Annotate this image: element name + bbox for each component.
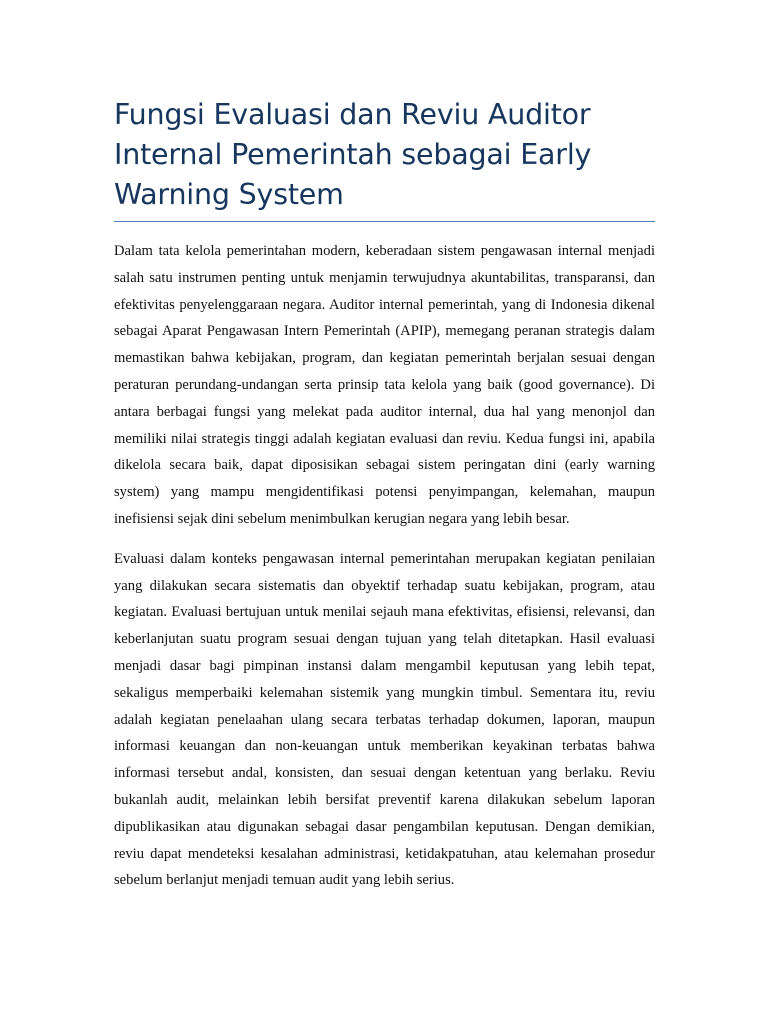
document-title: Fungsi Evaluasi dan Reviu Auditor Internal Pemerintah sebagai Early Warning System xyxy=(114,98,592,211)
paragraph-2: Evaluasi dalam konteks pengawasan internal pemerintahan merupakan kegiatan penilaian yang dilakukan secara sistematis dan obyektif terhadap suatu kebijakan, program, atau kegiatan. Evaluasi bertujuan untuk menilai sejauh mana efektivitas, efisiensi, relevansi, dan keberlanjutan suatu program sesuai dengan tujuan yang telah ditetapkan. Hasil evaluasi menjadi dasar bagi pimpinan instansi dalam mengambil keputusan yang lebih tepat, sekaligus memperbaiki kelemahan sistemik yang mungkin timbul. Sementara itu, reviu adalah kegiatan penelaahan ulang secara terbatas terhadap dokumen, laporan, maupun informasi keuangan dan non-keuangan untuk memberikan keyakinan terbatas bahwa informasi tersebut andal, konsisten, dan sesuai dengan ketentuan yang berlaku. Reviu bukanlah audit, melainkan lebih bersifat preventif karena dilakukan sebelum laporan dipublikasikan atau digunakan sebagai dasar pengambilan keputusan. Dengan demikian, reviu dapat mendeteksi kesalahan administrasi, ketidakpatuhan, atau kelemahan prosedur sebelum berlanjut menjadi temuan audit yang lebih serius. xyxy=(114,550,655,889)
document-body xyxy=(114,95,655,894)
title-underline-rule xyxy=(114,221,655,222)
paragraph-1: Dalam tata kelola pemerintahan modern, keberadaan sistem pengawasan internal menjadi salah satu instrumen penting untuk menjamin terwujudnya akuntabilitas, transparansi, dan efektivitas penyelenggaraan negara. Auditor internal pemerintah, yang di Indonesia dikenal sebagai Aparat Pengawasan Intern Pemerintah (APIP), memegang peranan strategis dalam memastikan bahwa kebijakan, program, dan kegiatan pemerintah berjalan sesuai dengan peraturan perundang-undangan serta prinsip tata kelola yang baik (good governance). Di antara berbagai fungsi yang melekat pada auditor internal, dua hal yang menonjol dan memiliki nilai strategis tinggi adalah kegiatan evaluasi dan reviu. Kedua fungsi ini, apabila dikelola secara baik, dapat diposisikan sebagai sistem peringatan dini (early warning system) yang mampu mengidentifikasi potensi penyimpangan, kelemahan, maupun inefisiensi sejak dini sebelum menimbulkan kerugian negara yang lebih besar. xyxy=(114,243,655,527)
